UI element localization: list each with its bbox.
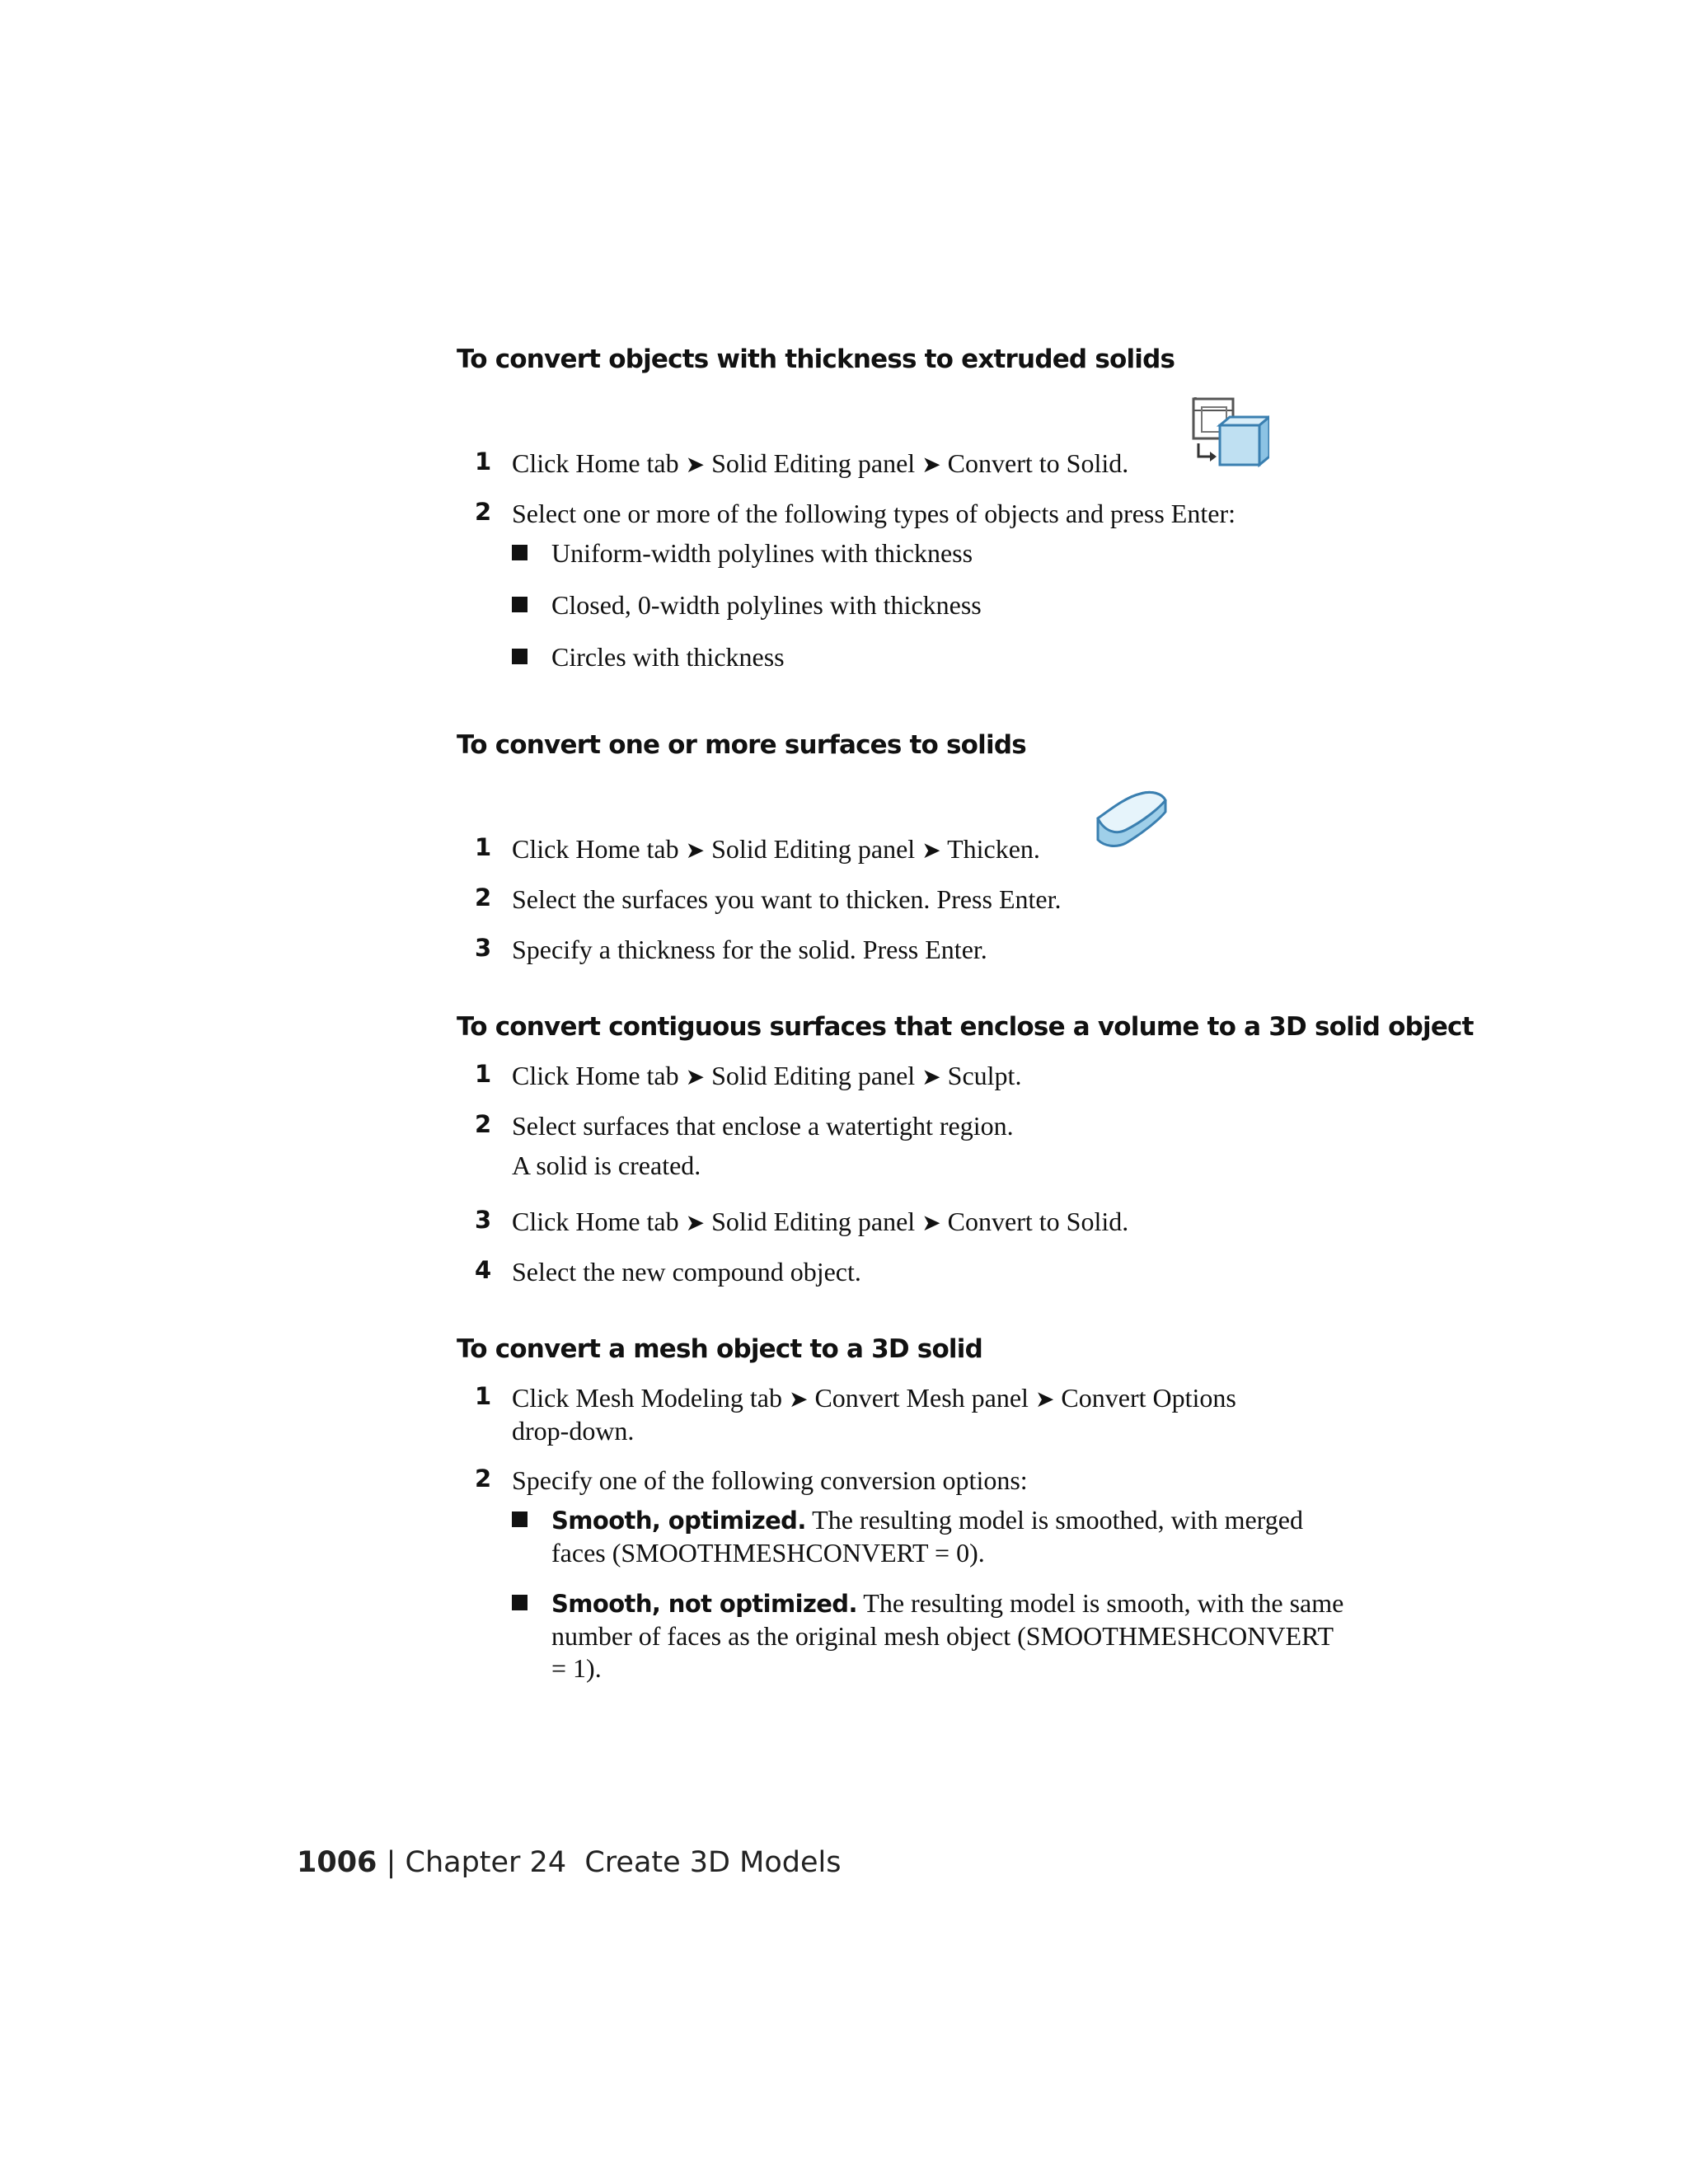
bullet-square-icon [512,1595,528,1610]
menu-arrow-icon: ➤ [685,1063,706,1090]
step-number: 1 [475,1060,492,1088]
menu-arrow-icon: ➤ [788,1385,809,1413]
section-heading: To convert objects with thickness to extruded solids [457,344,1175,374]
menu-arrow-icon: ➤ [685,837,706,864]
page-footer [297,1846,841,1879]
menu-arrow-icon: ➤ [921,1209,941,1236]
step-number: 1 [475,448,492,476]
step-text: Specify a thickness for the solid. Press Enter. [512,935,987,964]
step-text: Click Home tab ➤ Solid Editing panel ➤ Thicken. [512,834,1040,864]
step-text: Select one or more of the following types of objects and press Enter: [512,499,1236,528]
footer-separator: | [386,1846,396,1879]
step-number: 2 [475,498,492,526]
bullet-square-icon [512,649,528,664]
step-number: 3 [475,1206,492,1234]
step-number: 4 [475,1256,492,1284]
step-number: 2 [475,883,492,912]
step-text: Select surfaces that enclose a watertight region. [512,1111,1014,1141]
bullet-square-icon [512,597,528,612]
step-result: A solid is created. [512,1151,701,1180]
step-text: Click Home tab ➤ Solid Editing panel ➤ Convert to Solid. [512,448,1129,478]
step-number: 1 [475,1382,492,1410]
page-number: 1006 [297,1846,377,1879]
step-number: 1 [475,833,492,861]
section-heading: To convert a mesh object to a 3D solid [457,1334,982,1364]
step-text: Select the new compound object. [512,1257,861,1286]
menu-arrow-icon: ➤ [921,837,941,864]
step-text: Specify one of the following conversion options: [512,1465,1028,1495]
thicken-icon [1093,787,1170,853]
chapter-title: Create 3D Models [584,1846,842,1879]
step-text: Click Home tab ➤ Solid Editing panel ➤ Sculpt. [512,1061,1022,1090]
chapter-label: Chapter 24 [405,1846,567,1879]
step-text: Select the surfaces you want to thicken. Press Enter. [512,884,1062,914]
menu-arrow-icon: ➤ [921,1063,941,1090]
section-heading: To convert contiguous surfaces that enclose a volume to a 3D solid object [457,1012,1474,1042]
step-number: 2 [475,1110,492,1138]
step-text: Click Mesh Modeling tab ➤ Convert Mesh panel ➤ Convert Options drop-down. [512,1383,1236,1446]
bullet-square-icon [512,545,528,560]
step-number: 2 [475,1465,492,1493]
convert-to-solid-icon [1190,397,1269,471]
menu-arrow-icon: ➤ [921,451,941,478]
step-number: 3 [475,934,492,962]
menu-arrow-icon: ➤ [685,1209,706,1236]
menu-arrow-icon: ➤ [1034,1385,1055,1413]
step-text: Click Home tab ➤ Solid Editing panel ➤ Convert to Solid. [512,1207,1129,1236]
bullet-square-icon [512,1511,528,1527]
menu-arrow-icon: ➤ [685,451,706,478]
section-heading: To convert one or more surfaces to solids [457,730,1026,760]
